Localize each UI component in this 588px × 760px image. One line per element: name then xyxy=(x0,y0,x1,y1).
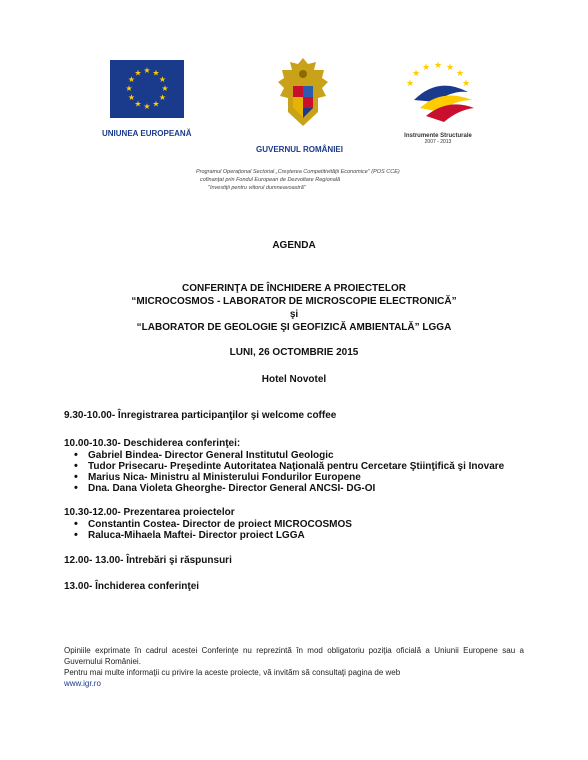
structural-instruments-years: 2007 - 2013 xyxy=(424,139,452,145)
program-info xyxy=(196,168,416,192)
svg-text:★: ★ xyxy=(405,79,415,89)
website-link[interactable]: www.igr.ro xyxy=(64,679,101,688)
svg-text:★: ★ xyxy=(143,66,151,75)
svg-text:★: ★ xyxy=(125,84,133,93)
conference-title xyxy=(0,282,588,334)
agenda-title: AGENDA xyxy=(272,240,316,251)
conference-line: şi xyxy=(289,309,299,320)
schedule xyxy=(64,410,524,593)
event-venue: Hotel Novotel xyxy=(261,374,327,385)
list-item: • Marius Nica- Ministru al Ministerului Fondurilor Europene xyxy=(88,472,524,483)
svg-text:★: ★ xyxy=(433,61,443,71)
list-item: • Raluca-Mihaela Maftei- Director proiect LGGA xyxy=(88,530,524,541)
footer-note xyxy=(64,645,524,689)
speaker-list xyxy=(64,519,524,541)
conference-line: “MICROCOSMOS - LABORATOR DE MICROSCOPIE ELECTRONICĂ” xyxy=(131,296,457,307)
svg-text:★: ★ xyxy=(161,84,169,93)
svg-text:★: ★ xyxy=(134,68,142,78)
more-info-text: Pentru mai multe informaţii cu privire la aceste proiecte, vă invităm să consultaţi pagina de web xyxy=(64,668,401,677)
list-item: • Constantin Costea- Director de proiect MICROCOSMOS xyxy=(88,519,524,530)
disclaimer-text: Opiniile exprimate în cadrul acestei Conferinţe nu reprezintă în mod obligatoriu poziţia oficială a Uniunii Europene sau a Guvernului României. xyxy=(64,646,524,666)
coat-of-arms-icon xyxy=(276,56,330,132)
program-line: cofinanţat prin Fondul European de Dezvoltare Regională xyxy=(200,177,341,183)
speaker-list xyxy=(64,450,524,494)
schedule-item: 9.30-10.00- Înregistrarea participanţilor şi welcome coffee xyxy=(64,410,337,421)
svg-text:★: ★ xyxy=(411,69,421,79)
eu-logo xyxy=(102,60,192,138)
structural-instruments-logo xyxy=(388,56,488,145)
list-item: • Tudor Prisecaru- Preşedinte Autoritatea Naţională pentru Cercetare Ştiinţifică şi Inovare xyxy=(88,461,524,472)
svg-text:★: ★ xyxy=(152,68,160,78)
svg-text:★: ★ xyxy=(127,75,136,84)
structural-instruments-icon xyxy=(392,56,484,128)
eu-caption: UNIUNEA EUROPEANĂ xyxy=(102,129,192,138)
logo-header xyxy=(0,56,588,156)
svg-text:★: ★ xyxy=(158,75,167,84)
svg-text:★: ★ xyxy=(421,63,431,73)
schedule-item: 13.00- Închiderea conferinţei xyxy=(64,581,200,592)
government-logo xyxy=(256,56,343,154)
svg-text:★: ★ xyxy=(445,63,455,73)
list-item: • Gabriel Bindea- Director General Institutul Geologic xyxy=(88,450,524,461)
svg-text:★: ★ xyxy=(127,93,136,102)
schedule-item: 10.00-10.30- Deschiderea conferinţei: xyxy=(64,438,241,449)
svg-text:★: ★ xyxy=(455,69,465,79)
event-date: LUNI, 26 OCTOMBRIE 2015 xyxy=(229,347,359,358)
program-line: Programul Operaţional Sectorial „Creşterea Competitivităţii Economice" (POS CCE) xyxy=(196,169,400,175)
conference-line: “LABORATOR DE GEOLOGIE ŞI GEOFIZICĂ AMBIENTALĂ” LGGA xyxy=(136,322,452,333)
schedule-item: 12.00- 13.00- Întrebări şi răspunsuri xyxy=(64,555,232,566)
schedule-item: 10.30-12.00- Prezentarea proiectelor xyxy=(64,507,235,518)
government-caption: GUVERNUL ROMÂNIEI xyxy=(256,145,343,154)
structural-instruments-caption: Instrumente Structurale xyxy=(404,133,472,139)
svg-text:★: ★ xyxy=(134,99,142,109)
list-item: • Dna. Dana Violeta Gheorghe- Director General ANCSI- DG-OI xyxy=(88,483,524,494)
svg-text:★: ★ xyxy=(143,102,151,111)
conference-line: CONFERINŢA DE ÎNCHIDERE A PROIECTELOR xyxy=(182,283,406,294)
svg-text:★: ★ xyxy=(158,93,167,102)
eu-flag-icon xyxy=(110,60,184,118)
program-line: "Investiţii pentru viitorul dumneavoastră" xyxy=(208,185,306,191)
svg-text:★: ★ xyxy=(461,79,471,89)
svg-text:★: ★ xyxy=(152,99,160,109)
